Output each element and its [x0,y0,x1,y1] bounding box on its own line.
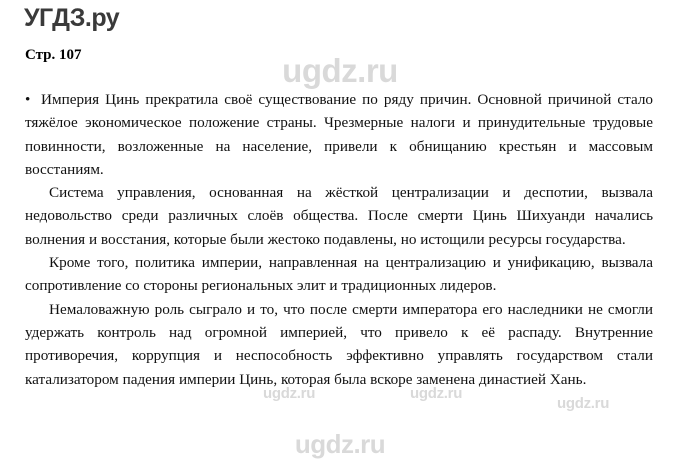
small-watermark-2: ugdz.ru [410,385,463,402]
page-number-label: Стр. 107 [25,47,82,63]
paragraph-text: Система управления, основанная на жёсткой централизации и деспотии, вызвала недовольство среди различных слоёв общества. После смерти Цинь Шихуанди начались волнения и восстания, которые были жестоко подавлены, но истощили ресурсы государства. [25,184,653,248]
center-watermark: ugdz.ru [282,52,398,89]
small-watermark-3: ugdz.ru [557,395,610,412]
paragraph-text: Немаловажную роль сыграло и то, что после смерти императора его наследники не смогли удержать контроль над огромной империей, что привело к её распаду. Внутренние противоречия, коррупция и неспособность эффективно управлять государством стали катализатором падения империи Цинь, которая была вскоре заменена династией Хань. [25,300,653,388]
paragraph-text: Империя Цинь прекратила своё существование по ряду причин. Основной причиной стало тяжёлое экономическое положение страны. Чрезмерные налоги и принудительные трудовые повинности, возложенные на население, привели к обнищанию крестьян и массовым восстаниям. [25,91,653,178]
site-logo-watermark: УГДЗ.ру [24,4,120,32]
bottom-watermark: ugdz.ru [294,429,386,459]
small-watermark-1: ugdz.ru [263,385,316,402]
document-body [25,88,653,391]
bullet-icon: • [25,91,31,108]
paragraph-text: Кроме того, политика империи, направленная на централизацию и унификацию, вызвала сопротивление со стороны региональных элит и традиционных лидеров. [25,254,653,295]
paragraph-bullet [25,88,653,181]
